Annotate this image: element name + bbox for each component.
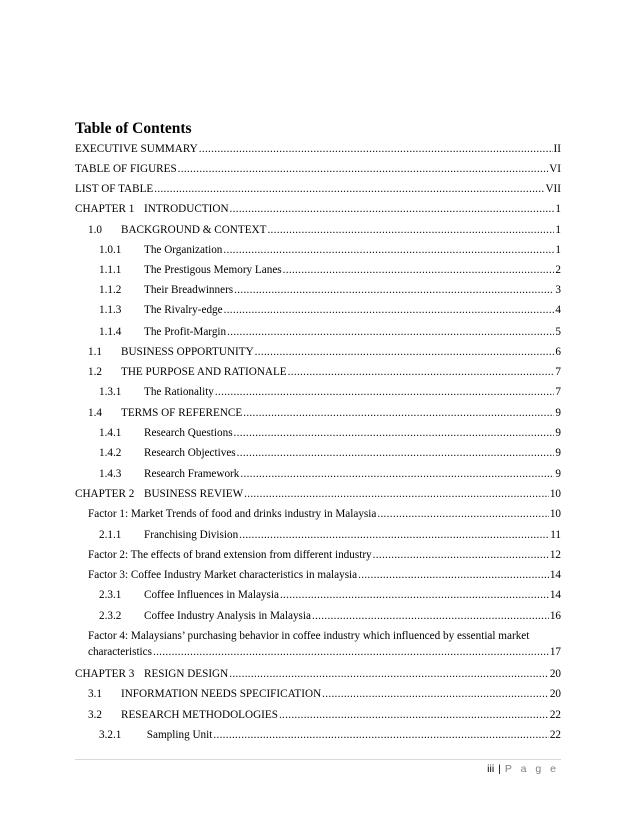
toc-entry-table-of-figures[interactable]: TABLE OF FIGURES ..... VI — [75, 162, 561, 177]
toc-section-number: 2.3.1 — [99, 589, 122, 601]
dot-leader — [224, 303, 555, 318]
toc-page-number: 14 — [549, 589, 561, 601]
toc-page-number: 6 — [555, 346, 561, 358]
toc-entry-1-4-3[interactable]: 1.4.3 Research Framework ..... 9 — [75, 467, 561, 482]
toc-page-number: VII — [545, 183, 561, 195]
toc-section-number: 1.4.3 — [99, 468, 122, 480]
toc-entry-1-2[interactable]: 1.2 THE PURPOSE AND RATIONALE ..... 7 — [75, 365, 561, 380]
toc-page-number: 1 — [555, 203, 561, 215]
toc-section-number: 1.1 — [88, 346, 102, 358]
dot-leader — [199, 142, 553, 157]
footer-divider — [75, 759, 561, 760]
dot-leader — [283, 263, 555, 278]
toc-page-number: 7 — [555, 386, 561, 398]
toc-section-number: 3.2 — [88, 709, 102, 721]
dot-leader — [267, 223, 554, 238]
footer-page-label: P a g e — [504, 763, 559, 775]
toc-entry-3-2-1[interactable]: 3.2.1 Sampling Unit ..... 22 — [75, 728, 561, 743]
toc-entry-2-3-2[interactable]: 2.3.2 Coffee Industry Analysis in Malaysia ..... 16 — [75, 609, 561, 624]
page-footer — [487, 762, 559, 776]
toc-page-number: 9 — [555, 447, 561, 459]
dot-leader — [280, 588, 549, 603]
toc-page-number: 14 — [549, 569, 561, 581]
toc-page-number: 20 — [549, 688, 561, 700]
toc-section-number: 1.0 — [88, 224, 102, 236]
toc-section-number: 1.2 — [88, 366, 102, 378]
toc-page-number: 9 — [555, 468, 561, 480]
toc-page-number: 9 — [555, 427, 561, 439]
toc-section-number: 1.4.1 — [99, 427, 122, 439]
toc-entry-1-1-2[interactable]: 1.1.2 Their Breadwinners ..... 3 — [75, 283, 561, 298]
toc-section-number: 1.3.1 — [99, 386, 122, 398]
dot-leader — [322, 687, 549, 702]
toc-section-number: 1.1.4 — [99, 326, 122, 338]
toc-entry-2-1-1[interactable]: 2.1.1 Franchising Division ..... 11 — [75, 528, 561, 543]
toc-entry-1-0[interactable]: 1.0 BACKGROUND & CONTEXT ..... 1 — [75, 223, 561, 238]
toc-page-number: 1 — [555, 224, 561, 236]
dot-leader — [244, 487, 549, 502]
toc-page-number: 9 — [555, 407, 561, 419]
toc-page-number: II — [553, 143, 561, 155]
toc-page-number: 7 — [555, 366, 561, 378]
dot-leader — [255, 345, 555, 360]
toc-section-number: 3.2.1 — [99, 729, 122, 741]
toc-page-number: 10 — [549, 488, 561, 500]
toc-page-number: 1 — [555, 244, 561, 256]
toc-entry-1-1[interactable]: 1.1 BUSINESS OPPORTUNITY ..... 6 — [75, 345, 561, 360]
toc-entry-1-4[interactable]: 1.4 TERMS OF REFERENCE ..... 9 — [75, 406, 561, 421]
toc-entry-factor-2[interactable]: Factor 2: The effects of brand extension from different industry ..... 12 — [75, 548, 561, 563]
toc-page-number: 5 — [555, 326, 561, 338]
toc-entry-1-0-1[interactable]: 1.0.1 The Organization ..... 1 — [75, 243, 561, 258]
toc-entry-1-4-1[interactable]: 1.4.1 Research Questions ..... 9 — [75, 426, 561, 441]
toc-page-number: 22 — [549, 729, 561, 741]
dot-leader — [243, 406, 554, 421]
toc-entry-factor-4-line-1[interactable]: Factor 4: Malaysians’ purchasing behavior in coffee industry which influenced by essential market — [88, 630, 530, 642]
toc-entry-2-3-1[interactable]: 2.3.1 Coffee Influences in Malaysia ..... 14 — [75, 588, 561, 603]
toc-entry-3-1[interactable]: 3.1 INFORMATION NEEDS SPECIFICATION ..... 20 — [75, 687, 561, 702]
toc-section-number: CHAPTER 2 — [75, 488, 135, 500]
dot-leader — [229, 667, 549, 682]
toc-section-number: 1.1.2 — [99, 284, 122, 296]
dot-leader — [154, 182, 544, 197]
dot-leader — [234, 426, 555, 441]
toc-page-number: 10 — [549, 508, 561, 520]
dot-leader — [223, 243, 554, 258]
dot-leader — [153, 645, 549, 660]
toc-entry-list-of-table[interactable]: LIST OF TABLE ..... VII — [75, 182, 561, 197]
dot-leader — [373, 548, 549, 563]
toc-page-number: 12 — [549, 549, 561, 561]
toc-entry-1-1-4[interactable]: 1.1.4 The Profit-Margin ..... 5 — [75, 325, 561, 340]
dot-leader — [237, 446, 555, 461]
footer-separator: | — [498, 763, 501, 775]
toc-page-number: 16 — [549, 610, 561, 622]
toc-entry-factor-3[interactable]: Factor 3: Coffee Industry Market characteristics in malaysia ..... 14 — [75, 568, 561, 583]
toc-page-number: 11 — [550, 529, 561, 541]
toc-entry-chapter-3[interactable]: CHAPTER 3 RESIGN DESIGN ..... 20 — [75, 667, 561, 682]
dot-leader — [234, 283, 554, 298]
dot-leader — [239, 528, 549, 543]
toc-section-number: 2.1.1 — [99, 529, 122, 541]
toc-page-number: 3 — [555, 284, 561, 296]
toc-section-number: CHAPTER 3 — [75, 668, 135, 680]
toc-heading: Table of Contents — [75, 120, 192, 137]
toc-section-number: 1.1.3 — [99, 304, 122, 316]
dot-leader — [227, 325, 554, 340]
toc-entry-chapter-2[interactable]: CHAPTER 2 BUSINESS REVIEW ..... 10 — [75, 487, 561, 502]
dot-leader — [213, 728, 548, 743]
toc-page-number: 2 — [555, 264, 561, 276]
toc-section-number: 1.4 — [88, 407, 102, 419]
toc-section-number: CHAPTER 1 — [75, 203, 135, 215]
toc-page-number: VI — [549, 163, 561, 175]
toc-section-number: 1.0.1 — [99, 244, 122, 256]
dot-leader — [240, 467, 554, 482]
footer-page-number: iii — [487, 763, 495, 775]
dot-leader — [215, 385, 555, 400]
dot-leader — [288, 365, 555, 380]
toc-section-number: 2.3.2 — [99, 610, 122, 622]
toc-section-number: 1.4.2 — [99, 447, 122, 459]
dot-leader — [377, 507, 548, 522]
dot-leader — [312, 609, 549, 624]
dot-leader — [279, 708, 549, 723]
table-of-contents — [75, 142, 561, 748]
toc-page-number: 17 — [549, 646, 561, 658]
toc-page-number: 4 — [555, 304, 561, 316]
toc-entry-1-3-1[interactable]: 1.3.1 The Rationality ..... 7 — [75, 385, 561, 400]
toc-entry-chapter-1[interactable]: CHAPTER 1 INTRODUCTION ..... 1 — [75, 202, 561, 217]
toc-page-number: 22 — [549, 709, 561, 721]
toc-section-number: 3.1 — [88, 688, 102, 700]
toc-entry-factor-4[interactable]: characteristics ..... 17 — [75, 645, 561, 660]
toc-entry-1-4-2[interactable]: 1.4.2 Research Objectives ..... 9 — [75, 446, 561, 461]
dot-leader — [230, 202, 555, 217]
toc-section-number: 1.1.1 — [99, 264, 122, 276]
toc-entry-factor-1[interactable]: Factor 1: Market Trends of food and drinks industry in Malaysia ..... 10 — [75, 507, 561, 522]
dot-leader — [358, 568, 549, 583]
dot-leader — [178, 162, 549, 177]
toc-entry-3-2[interactable]: 3.2 RESEARCH METHODOLOGIES ..... 22 — [75, 708, 561, 723]
toc-entry-1-1-1[interactable]: 1.1.1 The Prestigous Memory Lanes ..... 2 — [75, 263, 561, 278]
toc-entry-executive-summary[interactable]: EXECUTIVE SUMMARY ..... II — [75, 142, 561, 157]
toc-entry-1-1-3[interactable]: 1.1.3 The Rivalry-edge ..... 4 — [75, 303, 561, 318]
toc-page-number: 20 — [549, 668, 561, 680]
